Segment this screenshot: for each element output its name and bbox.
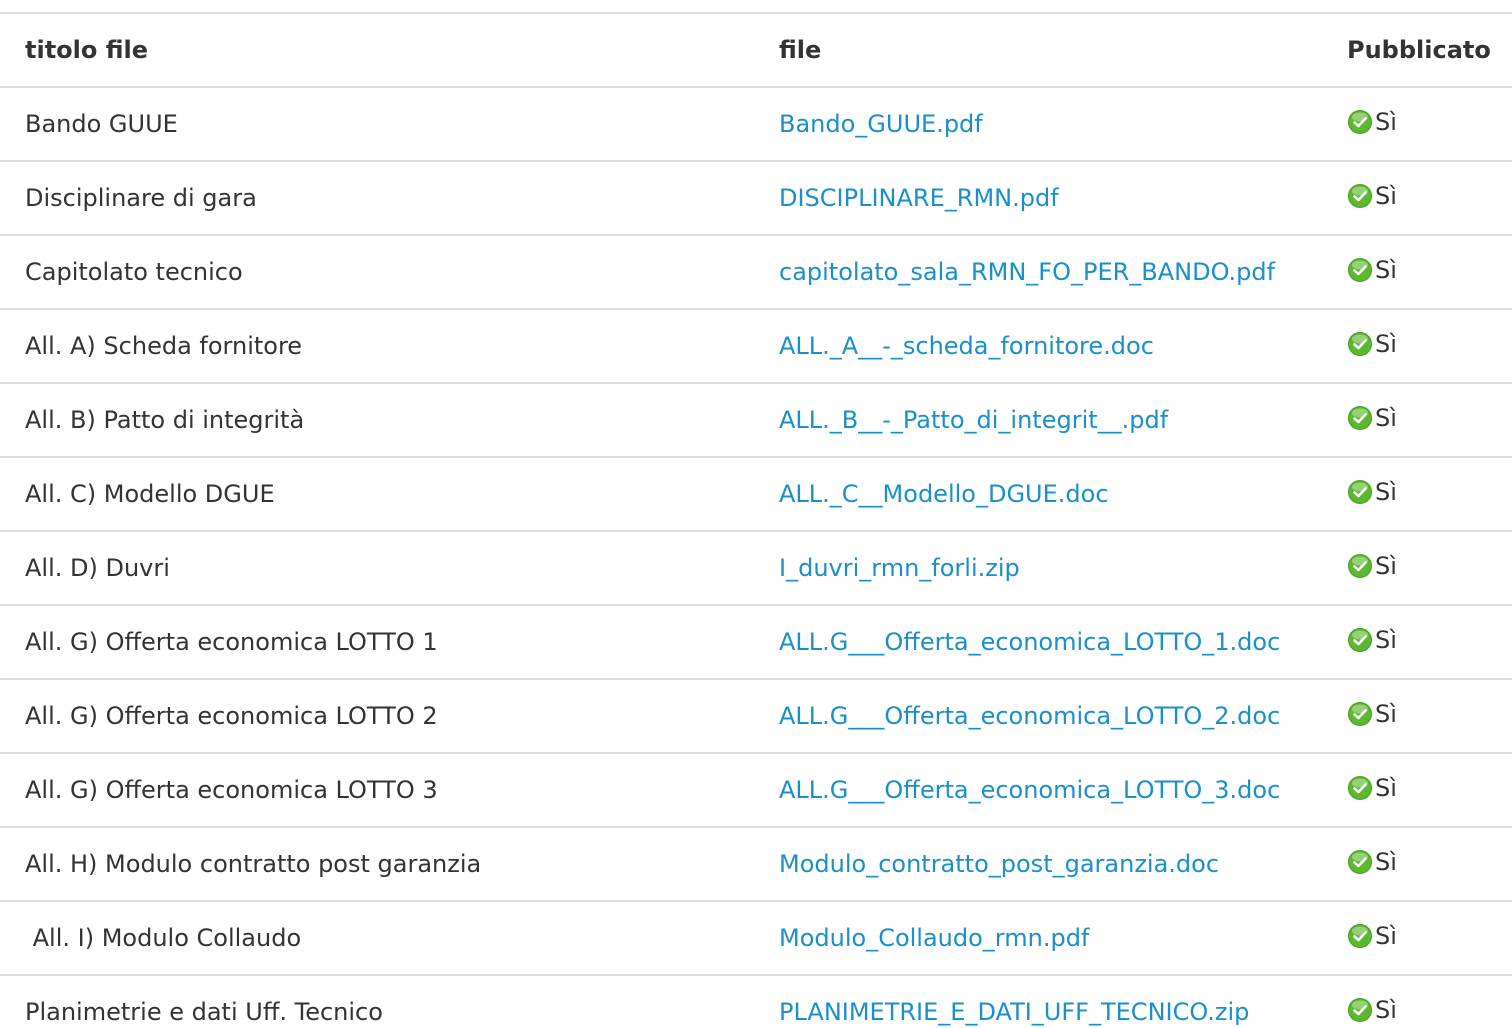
table-row	[0, 531, 1512, 605]
file-link[interactable]: Bando_GUUE.pdf	[779, 110, 983, 138]
published-cell	[1322, 383, 1512, 457]
file-link[interactable]: I_duvri_rmn_forli.zip	[779, 554, 1020, 582]
published-cell	[1322, 901, 1512, 975]
table-body	[0, 87, 1512, 1028]
file-title: All. B) Patto di integrità	[0, 383, 754, 457]
published-label: Sì	[1375, 403, 1397, 432]
file-cell	[754, 309, 1322, 383]
file-cell	[754, 87, 1322, 161]
file-cell	[754, 531, 1322, 605]
file-title: All. D) Duvri	[0, 531, 754, 605]
published-cell	[1322, 235, 1512, 309]
published-status	[1347, 996, 1397, 1024]
published-cell	[1322, 827, 1512, 901]
check-circle-icon	[1347, 627, 1373, 653]
published-cell	[1322, 679, 1512, 753]
check-circle-icon	[1347, 775, 1373, 801]
file-link[interactable]: ALL._C__Modello_DGUE.doc	[779, 480, 1109, 508]
file-cell	[754, 235, 1322, 309]
file-link[interactable]: capitolato_sala_RMN_FO_PER_BANDO.pdf	[779, 258, 1276, 286]
published-label: Sì	[1375, 625, 1397, 654]
file-title: All. C) Modello DGUE	[0, 457, 754, 531]
file-cell	[754, 901, 1322, 975]
check-circle-icon	[1347, 701, 1373, 727]
file-link[interactable]: PLANIMETRIE_E_DATI_UFF_TECNICO.zip	[779, 998, 1250, 1026]
published-cell	[1322, 531, 1512, 605]
table-header	[0, 13, 1512, 87]
file-cell	[754, 679, 1322, 753]
published-label: Sì	[1375, 107, 1397, 136]
file-link[interactable]: ALL.G___Offerta_economica_LOTTO_2.doc	[779, 702, 1281, 730]
check-circle-icon	[1347, 405, 1373, 431]
table-row	[0, 605, 1512, 679]
file-link[interactable]: DISCIPLINARE_RMN.pdf	[779, 184, 1059, 212]
published-status	[1347, 182, 1397, 210]
published-cell	[1322, 605, 1512, 679]
file-cell	[754, 753, 1322, 827]
file-title: All. I) Modulo Collaudo	[0, 901, 754, 975]
published-label: Sì	[1375, 255, 1397, 284]
published-status	[1347, 108, 1397, 136]
published-label: Sì	[1375, 995, 1397, 1024]
files-table	[0, 12, 1512, 1028]
table-row	[0, 235, 1512, 309]
published-status	[1347, 700, 1397, 728]
published-label: Sì	[1375, 329, 1397, 358]
published-cell	[1322, 309, 1512, 383]
file-cell	[754, 161, 1322, 235]
file-cell	[754, 383, 1322, 457]
published-label: Sì	[1375, 921, 1397, 950]
check-circle-icon	[1347, 849, 1373, 875]
table-row	[0, 679, 1512, 753]
file-cell	[754, 827, 1322, 901]
file-link[interactable]: Modulo_Collaudo_rmn.pdf	[779, 924, 1090, 952]
file-cell	[754, 975, 1322, 1028]
table-row	[0, 309, 1512, 383]
file-title: All. G) Offerta economica LOTTO 1	[0, 605, 754, 679]
check-circle-icon	[1347, 109, 1373, 135]
file-link[interactable]: Modulo_contratto_post_garanzia.doc	[779, 850, 1220, 878]
table-row	[0, 87, 1512, 161]
published-status	[1347, 256, 1397, 284]
published-label: Sì	[1375, 847, 1397, 876]
published-status	[1347, 404, 1397, 432]
check-circle-icon	[1347, 553, 1373, 579]
check-circle-icon	[1347, 479, 1373, 505]
check-circle-icon	[1347, 183, 1373, 209]
header-published: Pubblicato	[1322, 13, 1512, 87]
published-cell	[1322, 161, 1512, 235]
check-circle-icon	[1347, 997, 1373, 1023]
published-status	[1347, 330, 1397, 358]
header-file: file	[754, 13, 1322, 87]
file-title: Capitolato tecnico	[0, 235, 754, 309]
file-title: All. A) Scheda fornitore	[0, 309, 754, 383]
file-link[interactable]: ALL._B__-_Patto_di_integrit__.pdf	[779, 406, 1169, 434]
header-title: titolo file	[0, 13, 754, 87]
table-row	[0, 975, 1512, 1028]
file-title: All. G) Offerta economica LOTTO 3	[0, 753, 754, 827]
table-row	[0, 161, 1512, 235]
table-row	[0, 753, 1512, 827]
file-link[interactable]: ALL._A__-_scheda_fornitore.doc	[779, 332, 1154, 360]
file-title: All. G) Offerta economica LOTTO 2	[0, 679, 754, 753]
table-row	[0, 827, 1512, 901]
table-row	[0, 383, 1512, 457]
published-status	[1347, 848, 1397, 876]
file-title: Disciplinare di gara	[0, 161, 754, 235]
published-cell	[1322, 87, 1512, 161]
table-row	[0, 901, 1512, 975]
published-label: Sì	[1375, 551, 1397, 580]
published-cell	[1322, 975, 1512, 1028]
file-title: Planimetrie e dati Uff. Tecnico	[0, 975, 754, 1028]
check-circle-icon	[1347, 331, 1373, 357]
published-label: Sì	[1375, 477, 1397, 506]
check-circle-icon	[1347, 257, 1373, 283]
published-cell	[1322, 753, 1512, 827]
file-cell	[754, 605, 1322, 679]
header-row	[0, 13, 1512, 87]
published-label: Sì	[1375, 773, 1397, 802]
file-link[interactable]: ALL.G___Offerta_economica_LOTTO_3.doc	[779, 776, 1281, 804]
published-status	[1347, 626, 1397, 654]
published-label: Sì	[1375, 181, 1397, 210]
published-cell	[1322, 457, 1512, 531]
file-title: Bando GUUE	[0, 87, 754, 161]
file-link[interactable]: ALL.G___Offerta_economica_LOTTO_1.doc	[779, 628, 1281, 656]
table-row	[0, 457, 1512, 531]
published-status	[1347, 552, 1397, 580]
published-label: Sì	[1375, 699, 1397, 728]
file-title: All. H) Modulo contratto post garanzia	[0, 827, 754, 901]
file-cell	[754, 457, 1322, 531]
published-status	[1347, 774, 1397, 802]
check-circle-icon	[1347, 923, 1373, 949]
published-status	[1347, 478, 1397, 506]
published-status	[1347, 922, 1397, 950]
